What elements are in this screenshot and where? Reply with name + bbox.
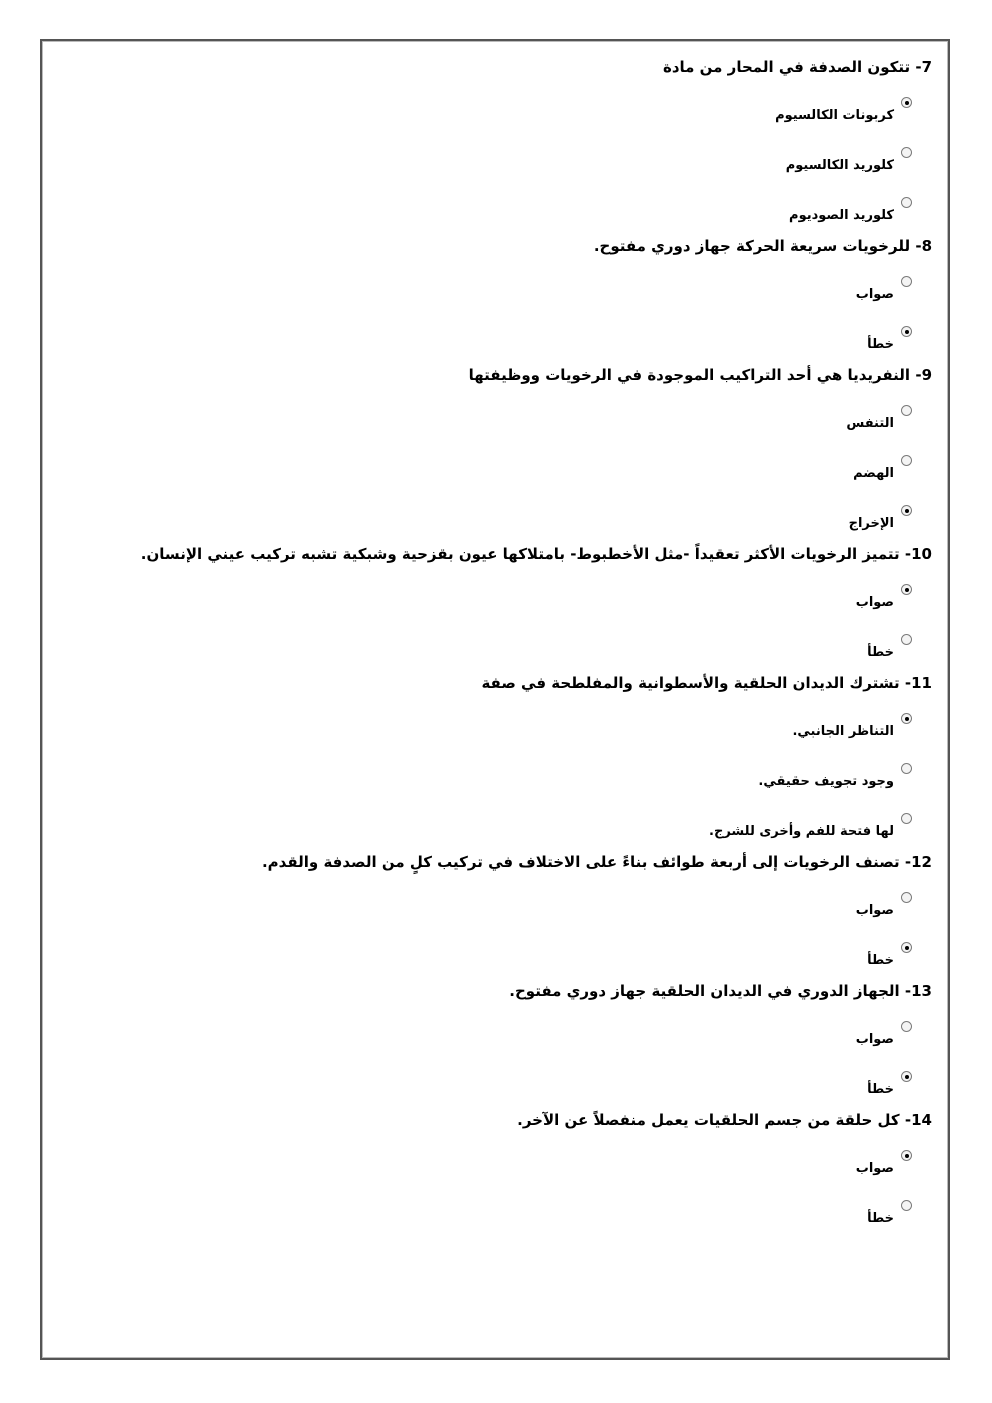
radio-checked-icon[interactable]: [901, 1150, 912, 1161]
question-number: 10-: [904, 545, 932, 563]
answer-option[interactable]: [72, 493, 894, 543]
radio-unchecked-icon[interactable]: [901, 763, 912, 774]
radio-unchecked-icon[interactable]: [901, 1200, 912, 1211]
answer-option-label: كلوريد الكالسيوم: [785, 158, 894, 173]
question-text: [72, 851, 932, 873]
question-number: 8-: [915, 237, 932, 255]
answer-option[interactable]: [72, 1138, 894, 1188]
question-text: [72, 1109, 932, 1131]
answer-option-label: التناظر الجانبي.: [792, 724, 894, 739]
answer-option-label: لها فتحة للفم وأخرى للشرج.: [709, 824, 894, 839]
radio-unchecked-icon[interactable]: [901, 405, 912, 416]
answer-option[interactable]: [72, 751, 894, 801]
answer-option-label: صواب: [855, 287, 894, 302]
answer-option-label: صواب: [855, 1161, 894, 1176]
answer-option-label: صواب: [855, 903, 894, 918]
answer-option-label: كلوريد الصوديوم: [789, 208, 894, 223]
answer-options: [72, 1009, 932, 1109]
radio-unchecked-icon[interactable]: [901, 892, 912, 903]
question-stem: تصنف الرخويات إلى أربعة طوائف بناءً على الاختلاف في تركيب كلٍ من الصدفة والقدم.: [261, 853, 900, 871]
answer-options: [72, 880, 932, 980]
answer-options: [72, 1138, 932, 1238]
question-stem: تتكون الصدفة في المحار من مادة: [662, 58, 911, 76]
question-stem: النفريديا هي أحد التراكيب الموجودة في الرخويات ووظيفتها: [468, 366, 911, 384]
answer-option[interactable]: [72, 443, 894, 493]
radio-unchecked-icon[interactable]: [901, 813, 912, 824]
answer-option-label: صواب: [855, 1032, 894, 1047]
question-stem: الجهاز الدوري في الديدان الحلقية جهاز دوري مفتوح.: [509, 982, 900, 1000]
radio-unchecked-icon[interactable]: [901, 197, 912, 208]
answer-options: [72, 572, 932, 672]
question-10: [72, 543, 932, 672]
radio-checked-icon[interactable]: [901, 505, 912, 516]
answer-option-label: التنفس: [846, 416, 894, 431]
question-stem: كل حلقة من جسم الحلقيات يعمل منفصلاً عن الآخر.: [517, 1111, 900, 1129]
radio-unchecked-icon[interactable]: [901, 455, 912, 466]
answer-option-label: الهضم: [853, 466, 894, 481]
question-number: 9-: [915, 366, 932, 384]
question-11: [72, 672, 932, 851]
answer-option[interactable]: [72, 1009, 894, 1059]
question-text: [72, 543, 932, 565]
answer-option[interactable]: [72, 572, 894, 622]
radio-checked-icon[interactable]: [901, 1071, 912, 1082]
radio-checked-icon[interactable]: [901, 713, 912, 724]
answer-option-label: خطأ: [867, 337, 894, 352]
answer-option[interactable]: [72, 1188, 894, 1238]
answer-option[interactable]: [72, 393, 894, 443]
question-text: [72, 56, 932, 78]
question-text: [72, 672, 932, 694]
question-text: [72, 364, 932, 386]
answer-option-label: خطأ: [867, 645, 894, 660]
question-number: 14-: [904, 1111, 932, 1129]
answer-option-label: وجود تجويف حقيقي.: [758, 774, 894, 789]
answer-option[interactable]: [72, 314, 894, 364]
question-13: [72, 980, 932, 1109]
radio-checked-icon[interactable]: [901, 326, 912, 337]
answer-options: [72, 393, 932, 543]
answer-option-label: صواب: [855, 595, 894, 610]
answer-option[interactable]: [72, 1059, 894, 1109]
question-number: 7-: [915, 58, 932, 76]
answer-options: [72, 701, 932, 851]
answer-option[interactable]: [72, 701, 894, 751]
quiz-questions: [72, 56, 932, 1238]
radio-unchecked-icon[interactable]: [901, 276, 912, 287]
answer-option-label: خطأ: [867, 1211, 894, 1226]
question-stem: تشترك الديدان الحلقية والأسطوانية والمفلطحة في صفة: [481, 674, 900, 692]
answer-option[interactable]: [72, 880, 894, 930]
answer-option-label: خطأ: [867, 953, 894, 968]
answer-options: [72, 85, 932, 235]
answer-option[interactable]: [72, 622, 894, 672]
question-number: 11-: [904, 674, 932, 692]
question-stem: تتميز الرخويات الأكثر تعقيداً -مثل الأخطبوط- بامتلاكها عيون بقزحية وشبكية تشبه تركيب عيني الإنسان.: [140, 545, 900, 563]
answer-option[interactable]: [72, 264, 894, 314]
answer-option[interactable]: [72, 85, 894, 135]
answer-option[interactable]: [72, 930, 894, 980]
radio-checked-icon[interactable]: [901, 97, 912, 108]
answer-option-label: الإخراج: [848, 516, 894, 531]
question-12: [72, 851, 932, 980]
answer-option-label: كربونات الكالسيوم: [775, 108, 894, 123]
question-7: [72, 56, 932, 235]
question-8: [72, 235, 932, 364]
radio-unchecked-icon[interactable]: [901, 147, 912, 158]
question-14: [72, 1109, 932, 1238]
question-number: 13-: [904, 982, 932, 1000]
answer-option[interactable]: [72, 185, 894, 235]
radio-unchecked-icon[interactable]: [901, 634, 912, 645]
radio-unchecked-icon[interactable]: [901, 1021, 912, 1032]
question-number: 12-: [904, 853, 932, 871]
radio-checked-icon[interactable]: [901, 942, 912, 953]
question-stem: للرخويات سريعة الحركة جهاز دوري مفتوح.: [593, 237, 911, 255]
question-text: [72, 980, 932, 1002]
question-text: [72, 235, 932, 257]
question-9: [72, 364, 932, 543]
answer-option-label: خطأ: [867, 1082, 894, 1097]
answer-options: [72, 264, 932, 364]
answer-option[interactable]: [72, 801, 894, 851]
radio-checked-icon[interactable]: [901, 584, 912, 595]
answer-option[interactable]: [72, 135, 894, 185]
